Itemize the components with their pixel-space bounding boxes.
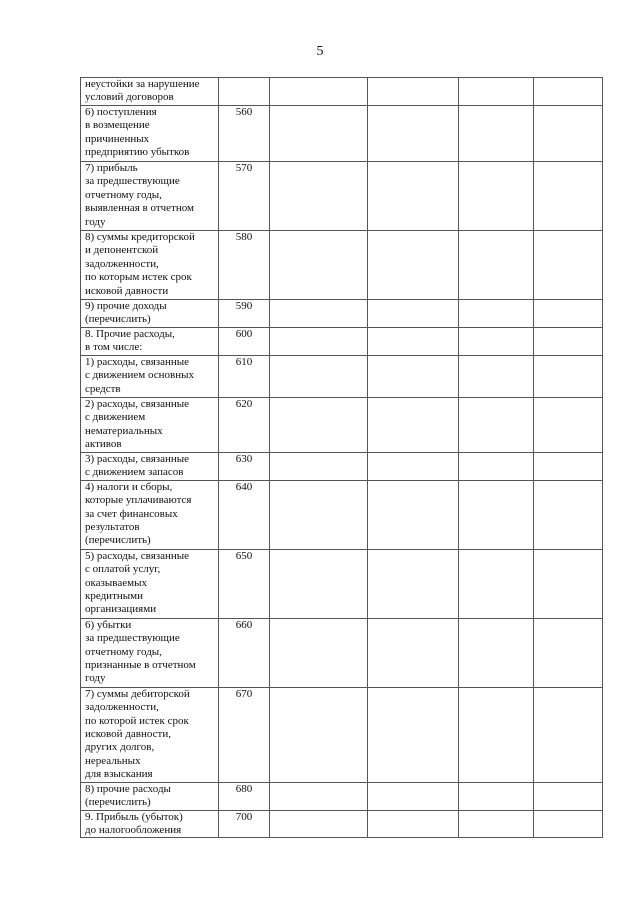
value-cell	[368, 300, 459, 328]
value-cell	[534, 231, 603, 300]
table-row	[81, 328, 603, 356]
value-cell	[534, 782, 603, 810]
table-row	[81, 618, 603, 687]
row-label: 1) расходы, связанные с движением основных средств	[81, 355, 219, 397]
value-cell	[270, 231, 368, 300]
value-cell	[270, 106, 368, 162]
value-cell	[270, 397, 368, 452]
value-cell	[534, 397, 603, 452]
row-code: 650	[219, 549, 270, 618]
value-cell	[459, 300, 534, 328]
value-cell	[459, 480, 534, 549]
row-label: 9. Прибыль (убыток) до налогообложения	[81, 810, 219, 838]
value-cell	[368, 162, 459, 231]
table-row	[81, 549, 603, 618]
value-cell	[368, 328, 459, 356]
table-row	[81, 106, 603, 162]
value-cell	[368, 618, 459, 687]
value-cell	[534, 300, 603, 328]
row-label: 4) налоги и сборы, которые уплачиваются за счет финансовых результатов (перечислить)	[81, 480, 219, 549]
value-cell	[368, 549, 459, 618]
value-cell	[459, 452, 534, 480]
value-cell	[534, 687, 603, 782]
row-code: 620	[219, 397, 270, 452]
value-cell	[270, 162, 368, 231]
row-label: 2) расходы, связанные с движением нематериальных активов	[81, 397, 219, 452]
row-code: 600	[219, 328, 270, 356]
row-code: 560	[219, 106, 270, 162]
row-label: 6) поступления в возмещение причиненных предприятию убытков	[81, 106, 219, 162]
row-label: 7) суммы дебиторской задолженности, по которой истек срок исковой давности, других долгов, нереальных для взыскания	[81, 687, 219, 782]
value-cell	[534, 810, 603, 838]
row-code: 670	[219, 687, 270, 782]
value-cell	[270, 782, 368, 810]
value-cell	[368, 106, 459, 162]
row-code: 610	[219, 355, 270, 397]
value-cell	[368, 687, 459, 782]
value-cell	[270, 687, 368, 782]
value-cell	[534, 328, 603, 356]
row-label: 9) прочие доходы (перечислить)	[81, 300, 219, 328]
value-cell	[270, 355, 368, 397]
value-cell	[368, 810, 459, 838]
table-row	[81, 300, 603, 328]
value-cell	[534, 480, 603, 549]
row-label: 8) прочие расходы (перечислить)	[81, 782, 219, 810]
value-cell	[368, 231, 459, 300]
table-row	[81, 162, 603, 231]
table-row	[81, 480, 603, 549]
value-cell	[270, 810, 368, 838]
value-cell	[459, 618, 534, 687]
table-row	[81, 78, 603, 106]
row-label: 8) суммы кредиторской и депонентской задолженности, по которым истек срок исковой давности	[81, 231, 219, 300]
row-code: 700	[219, 810, 270, 838]
table-row	[81, 810, 603, 838]
value-cell	[270, 300, 368, 328]
table-row	[81, 397, 603, 452]
row-code: 580	[219, 231, 270, 300]
row-label: 7) прибыль за предшествующие отчетному годы, выявленная в отчетном году	[81, 162, 219, 231]
row-label: 3) расходы, связанные с движением запасов	[81, 452, 219, 480]
value-cell	[270, 78, 368, 106]
row-code: 630	[219, 452, 270, 480]
row-code	[219, 78, 270, 106]
value-cell	[459, 782, 534, 810]
value-cell	[459, 687, 534, 782]
table-body	[81, 78, 603, 838]
page-number: 5	[316, 44, 324, 59]
value-cell	[368, 397, 459, 452]
row-code: 680	[219, 782, 270, 810]
table-row	[81, 782, 603, 810]
value-cell	[270, 328, 368, 356]
value-cell	[368, 480, 459, 549]
value-cell	[459, 549, 534, 618]
table-row	[81, 687, 603, 782]
value-cell	[459, 231, 534, 300]
value-cell	[534, 355, 603, 397]
value-cell	[534, 162, 603, 231]
value-cell	[459, 78, 534, 106]
row-label: 8. Прочие расходы, в том числе:	[81, 328, 219, 356]
value-cell	[534, 452, 603, 480]
report-table	[80, 77, 603, 838]
value-cell	[459, 328, 534, 356]
value-cell	[459, 106, 534, 162]
value-cell	[459, 810, 534, 838]
value-cell	[459, 355, 534, 397]
value-cell	[368, 355, 459, 397]
value-cell	[368, 452, 459, 480]
value-cell	[534, 618, 603, 687]
value-cell	[459, 162, 534, 231]
table-row	[81, 355, 603, 397]
value-cell	[534, 106, 603, 162]
row-code: 570	[219, 162, 270, 231]
table-row	[81, 452, 603, 480]
value-cell	[270, 618, 368, 687]
value-cell	[270, 480, 368, 549]
row-label: 5) расходы, связанные с оплатой услуг, оказываемых кредитными организациями	[81, 549, 219, 618]
value-cell	[368, 78, 459, 106]
value-cell	[459, 397, 534, 452]
row-code: 640	[219, 480, 270, 549]
value-cell	[534, 549, 603, 618]
row-label: 6) убытки за предшествующие отчетному годы, признанные в отчетном году	[81, 618, 219, 687]
value-cell	[270, 452, 368, 480]
row-code: 590	[219, 300, 270, 328]
value-cell	[270, 549, 368, 618]
row-label: неустойки за нарушение условий договоров	[81, 78, 219, 106]
value-cell	[368, 782, 459, 810]
row-code: 660	[219, 618, 270, 687]
value-cell	[534, 78, 603, 106]
table-row	[81, 231, 603, 300]
